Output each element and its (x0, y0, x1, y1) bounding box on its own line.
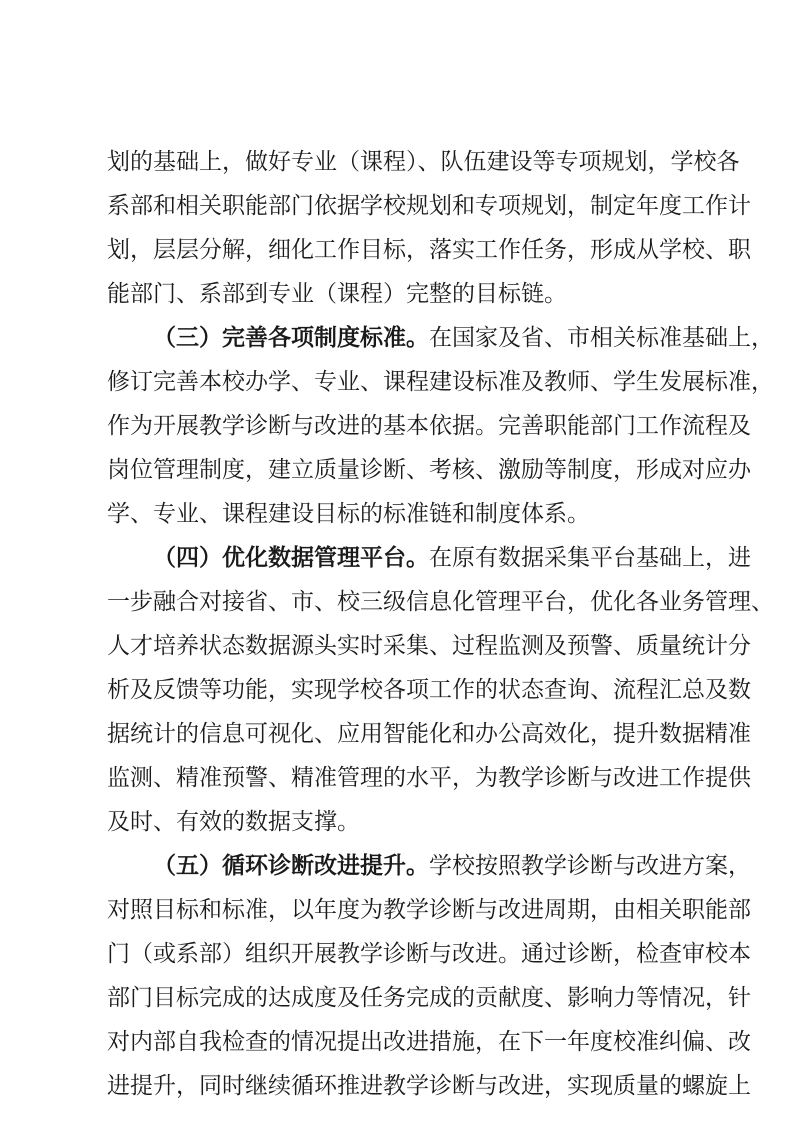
body-text-line: 据统计的信息可视化、应用智能化和办公高效化，提升数据精准 (107, 721, 751, 747)
body-text-line: 部门目标完成的达成度及任务完成的贡献度、影响力等情况，针 (107, 985, 751, 1011)
body-text-line: 及时、有效的数据支撑。 (107, 809, 360, 835)
body-text-line: 作为开展教学诊断与改进的基本依据。完善职能部门工作流程及 (107, 413, 751, 439)
section-text: 在原有数据采集平台基础上，进 (429, 545, 751, 571)
body-text-line: 对内部自我检查的情况提出改进措施，在下一年度校准纠偏、改 (107, 1029, 751, 1055)
body-text-line: 修订完善本校办学、专业、课程建设标准及教师、学生发展标准， (107, 369, 774, 395)
body-text-line: 门（或系部）组织开展教学诊断与改进。通过诊断，检查审校本 (107, 941, 751, 967)
section-text: 学校按照教学诊断与改进方案， (429, 853, 751, 879)
section-text: 在国家及省、市相关标准基础上， (429, 325, 774, 351)
body-text-line: 析及反馈等功能，实现学校各项工作的状态查询、流程汇总及数 (107, 677, 751, 703)
body-text-line: 划，层层分解，细化工作目标，落实工作任务，形成从学校、职 (107, 237, 751, 263)
body-text-line: 进提升，同时继续循环推进教学诊断与改进，实现质量的螺旋上 (107, 1073, 751, 1099)
body-text-line: 监测、精准预警、精准管理的水平，为教学诊断与改进工作提供 (107, 765, 751, 791)
section-first-line (153, 318, 774, 358)
body-text-line: 岗位管理制度，建立质量诊断、考核、激励等制度，形成对应办 (107, 457, 751, 483)
section-first-line (153, 538, 751, 578)
body-text-line: 人才培养状态数据源头实时采集、过程监测及预警、质量统计分 (107, 633, 751, 659)
body-text-line: 对照目标和标准，以年度为教学诊断与改进周期，由相关职能部 (107, 897, 751, 923)
section-heading: （三）完善各项制度标准。 (153, 325, 429, 351)
body-text-line: 一步融合对接省、市、校三级信息化管理平台，优化各业务管理、 (107, 589, 774, 615)
body-text-line: 系部和相关职能部门依据学校规划和专项规划，制定年度工作计 (107, 193, 751, 219)
body-text-line: 划的基础上，做好专业（课程）、队伍建设等专项规划，学校各 (107, 149, 740, 175)
section-first-line (153, 846, 751, 886)
body-text-line: 学、专业、课程建设目标的标准链和制度体系。 (107, 501, 590, 527)
section-heading: （四）优化数据管理平台。 (153, 545, 429, 571)
section-heading: （五）循环诊断改进提升。 (153, 853, 429, 879)
body-text-line: 能部门、系部到专业（课程）完整的目标链。 (107, 281, 567, 307)
